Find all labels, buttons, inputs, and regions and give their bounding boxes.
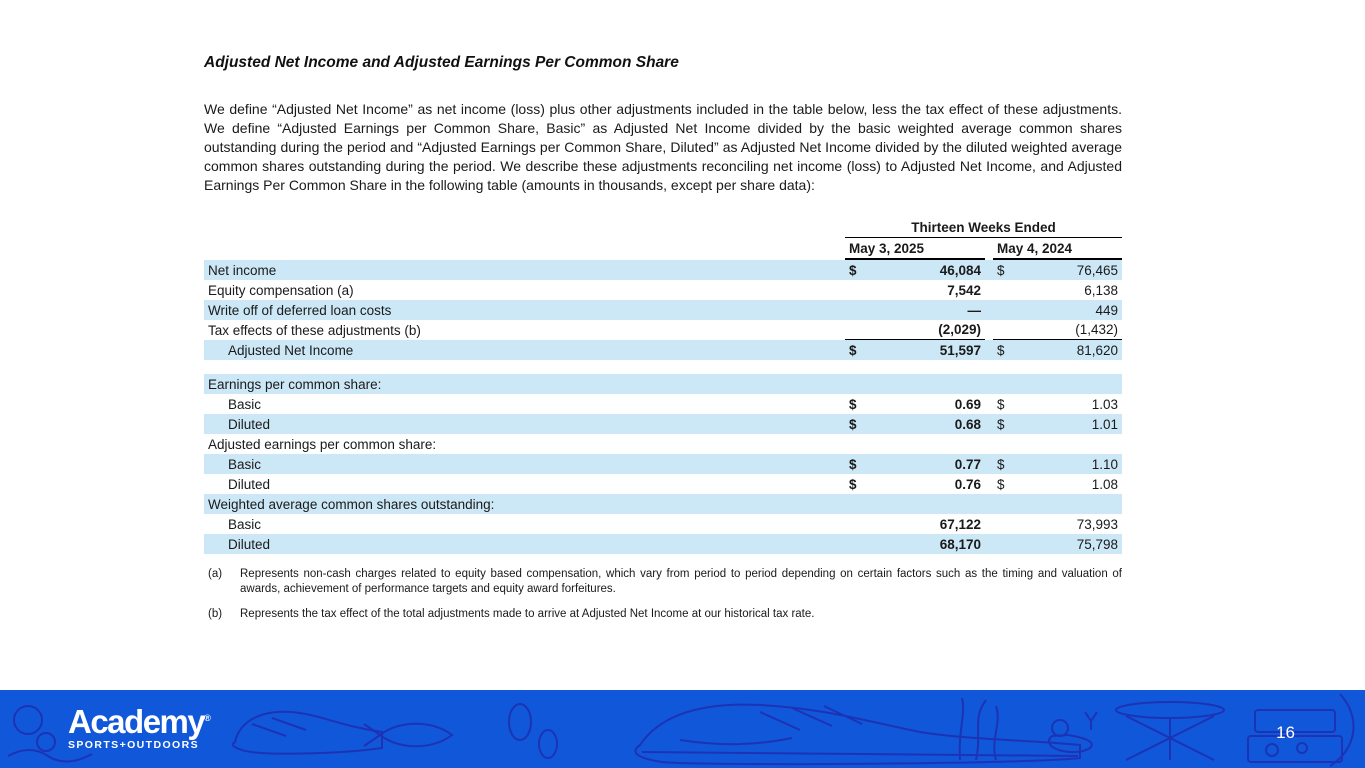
column-gap bbox=[985, 474, 993, 494]
value-2025 bbox=[845, 454, 985, 474]
amount: 6,138 bbox=[1084, 282, 1118, 298]
amount: 7,542 bbox=[947, 282, 981, 298]
value-2025 bbox=[845, 414, 985, 434]
column-header-2024: May 4, 2024 bbox=[993, 238, 1122, 260]
amount: 449 bbox=[1095, 302, 1118, 318]
amount: 75,798 bbox=[1076, 536, 1118, 552]
value-2025 bbox=[845, 280, 985, 300]
column-gap bbox=[985, 340, 993, 360]
row-label: Equity compensation (a) bbox=[208, 282, 354, 298]
table-row bbox=[204, 474, 1122, 494]
table-row bbox=[204, 534, 1122, 554]
column-gap bbox=[985, 280, 993, 300]
amount: 1.01 bbox=[1091, 416, 1118, 432]
value-2024 bbox=[993, 534, 1122, 554]
value-2025 bbox=[845, 514, 985, 534]
column-gap bbox=[985, 414, 993, 434]
currency-symbol: $ bbox=[849, 476, 857, 492]
column-gap bbox=[985, 238, 993, 260]
page-title: Adjusted Net Income and Adjusted Earnings Per Common Share bbox=[204, 54, 679, 71]
value-2024 bbox=[993, 374, 1122, 394]
row-label: Write off of deferred loan costs bbox=[208, 302, 392, 318]
value-2024 bbox=[993, 300, 1122, 320]
currency-symbol: $ bbox=[849, 416, 857, 432]
table-spacer bbox=[204, 360, 1122, 374]
currency-symbol: $ bbox=[997, 476, 1005, 492]
academy-logo bbox=[68, 705, 211, 751]
value-2025 bbox=[845, 474, 985, 494]
table-row bbox=[204, 394, 1122, 414]
currency-symbol: $ bbox=[849, 262, 857, 278]
column-gap bbox=[985, 320, 993, 340]
value-2024 bbox=[993, 434, 1122, 454]
footnote-text: Represents non-cash charges related to equity based compensation, which vary from period to period depending on certain factors such as the timing and valuation of awards, achievement of performance targets and equity award forfeitures. bbox=[240, 568, 1122, 596]
column-gap bbox=[985, 260, 993, 280]
value-2025 bbox=[845, 320, 985, 340]
amount: 0.77 bbox=[954, 456, 981, 472]
amount: 68,170 bbox=[939, 536, 981, 552]
column-gap bbox=[985, 300, 993, 320]
value-2025 bbox=[845, 374, 985, 394]
amount: 1.03 bbox=[1091, 396, 1118, 412]
column-gap bbox=[985, 454, 993, 474]
column-header-2025: May 3, 2025 bbox=[845, 238, 985, 260]
column-gap bbox=[985, 394, 993, 414]
column-gap bbox=[985, 374, 993, 394]
row-label: Adjusted Net Income bbox=[228, 342, 354, 358]
registered-mark: ® bbox=[204, 713, 211, 723]
amount: 76,465 bbox=[1076, 262, 1118, 278]
value-2024 bbox=[993, 454, 1122, 474]
table-group-header: Thirteen Weeks Ended bbox=[845, 220, 1122, 238]
value-2025 bbox=[845, 434, 985, 454]
logo-text: Academy bbox=[68, 703, 205, 740]
column-gap bbox=[985, 494, 993, 514]
value-2024 bbox=[993, 260, 1122, 280]
table-row bbox=[204, 514, 1122, 534]
financial-table bbox=[204, 218, 1122, 554]
value-2024 bbox=[993, 340, 1122, 360]
value-2024 bbox=[993, 414, 1122, 434]
amount: 51,597 bbox=[939, 342, 981, 358]
footnote-a bbox=[204, 567, 1122, 597]
value-2025 bbox=[845, 534, 985, 554]
table-row bbox=[204, 340, 1122, 360]
row-label: Diluted bbox=[228, 416, 271, 432]
footnote-marker: (b) bbox=[208, 608, 223, 621]
page-number: 16 bbox=[1276, 723, 1295, 742]
row-label: Basic bbox=[228, 456, 262, 472]
currency-symbol: $ bbox=[997, 416, 1005, 432]
value-2024 bbox=[993, 474, 1122, 494]
row-label: Weighted average common shares outstanding: bbox=[208, 496, 495, 512]
value-2024 bbox=[993, 320, 1122, 340]
column-gap bbox=[985, 534, 993, 554]
amount: 1.08 bbox=[1091, 476, 1118, 492]
table-row bbox=[204, 320, 1122, 340]
currency-symbol: $ bbox=[849, 342, 857, 358]
footnotes bbox=[204, 567, 1122, 622]
table-row bbox=[204, 414, 1122, 434]
table-row bbox=[204, 300, 1122, 320]
footnote-b bbox=[204, 607, 1122, 622]
content-area bbox=[204, 54, 1122, 632]
row-label: Net income bbox=[208, 262, 277, 278]
currency-symbol: $ bbox=[849, 396, 857, 412]
amount: 0.76 bbox=[954, 476, 981, 492]
value-2024 bbox=[993, 514, 1122, 534]
value-2024 bbox=[993, 280, 1122, 300]
amount: (1,432) bbox=[1075, 322, 1118, 338]
academy-logo-wordmark bbox=[68, 705, 211, 738]
table-row bbox=[204, 434, 1122, 454]
amount: (2,029) bbox=[938, 322, 981, 338]
footer-band bbox=[0, 690, 1365, 768]
row-label: Basic bbox=[228, 516, 262, 532]
value-2025 bbox=[845, 494, 985, 514]
column-gap bbox=[985, 434, 993, 454]
table-row bbox=[204, 260, 1122, 280]
amount: 0.68 bbox=[954, 416, 981, 432]
table-row bbox=[204, 374, 1122, 394]
value-2025 bbox=[845, 260, 985, 280]
column-gap bbox=[985, 514, 993, 534]
table-body bbox=[204, 260, 1122, 554]
currency-symbol: $ bbox=[997, 342, 1005, 358]
amount: 73,993 bbox=[1076, 516, 1118, 532]
currency-symbol: $ bbox=[997, 456, 1005, 472]
row-label: Adjusted earnings per common share: bbox=[208, 436, 437, 452]
academy-logo-tagline: SPORTS+OUTDOORS bbox=[68, 739, 199, 751]
amount: — bbox=[967, 302, 981, 318]
row-label: Tax effects of these adjustments (b) bbox=[208, 322, 421, 338]
value-2025 bbox=[845, 300, 985, 320]
amount: 1.10 bbox=[1091, 456, 1118, 472]
table-column-header-row bbox=[204, 238, 1122, 260]
footnote-marker: (a) bbox=[208, 568, 223, 581]
table-group-header-row bbox=[204, 218, 1122, 238]
currency-symbol: $ bbox=[849, 456, 857, 472]
value-2025 bbox=[845, 394, 985, 414]
currency-symbol: $ bbox=[997, 396, 1005, 412]
value-2024 bbox=[993, 494, 1122, 514]
table-row bbox=[204, 280, 1122, 300]
value-2025 bbox=[845, 340, 985, 360]
footnote-text: Represents the tax effect of the total adjustments made to arrive at Adjusted Net Income at our historical tax rate. bbox=[240, 608, 815, 621]
amount: 0.69 bbox=[954, 396, 981, 412]
amount: 81,620 bbox=[1076, 342, 1118, 358]
table-row bbox=[204, 494, 1122, 514]
table-row bbox=[204, 454, 1122, 474]
intro-paragraph: We define “Adjusted Net Income” as net income (loss) plus other adjustments included in the table below, less the tax effect of these adjustments. We define “Adjusted Earnings per Common Share, Basic” as Adjusted Net Income divided by the basic weighted average common shares outstanding during the period and “Adjusted Earnings per Common Share, Diluted” as Adjusted Net Income divided by the diluted weighted average common shares outstanding during the period. We describe these adjustments reconciling net income (loss) to Adjusted Net Income, and Adjusted Earnings Per Common Share in the following table (amounts in thousands, except per share data): bbox=[204, 101, 1122, 194]
row-label: Diluted bbox=[228, 476, 271, 492]
amount: 46,084 bbox=[939, 262, 981, 278]
row-label: Basic bbox=[228, 396, 262, 412]
currency-symbol: $ bbox=[997, 262, 1005, 278]
value-2024 bbox=[993, 394, 1122, 414]
row-label: Diluted bbox=[228, 536, 271, 552]
row-label: Earnings per common share: bbox=[208, 376, 382, 392]
amount: 67,122 bbox=[939, 516, 981, 532]
